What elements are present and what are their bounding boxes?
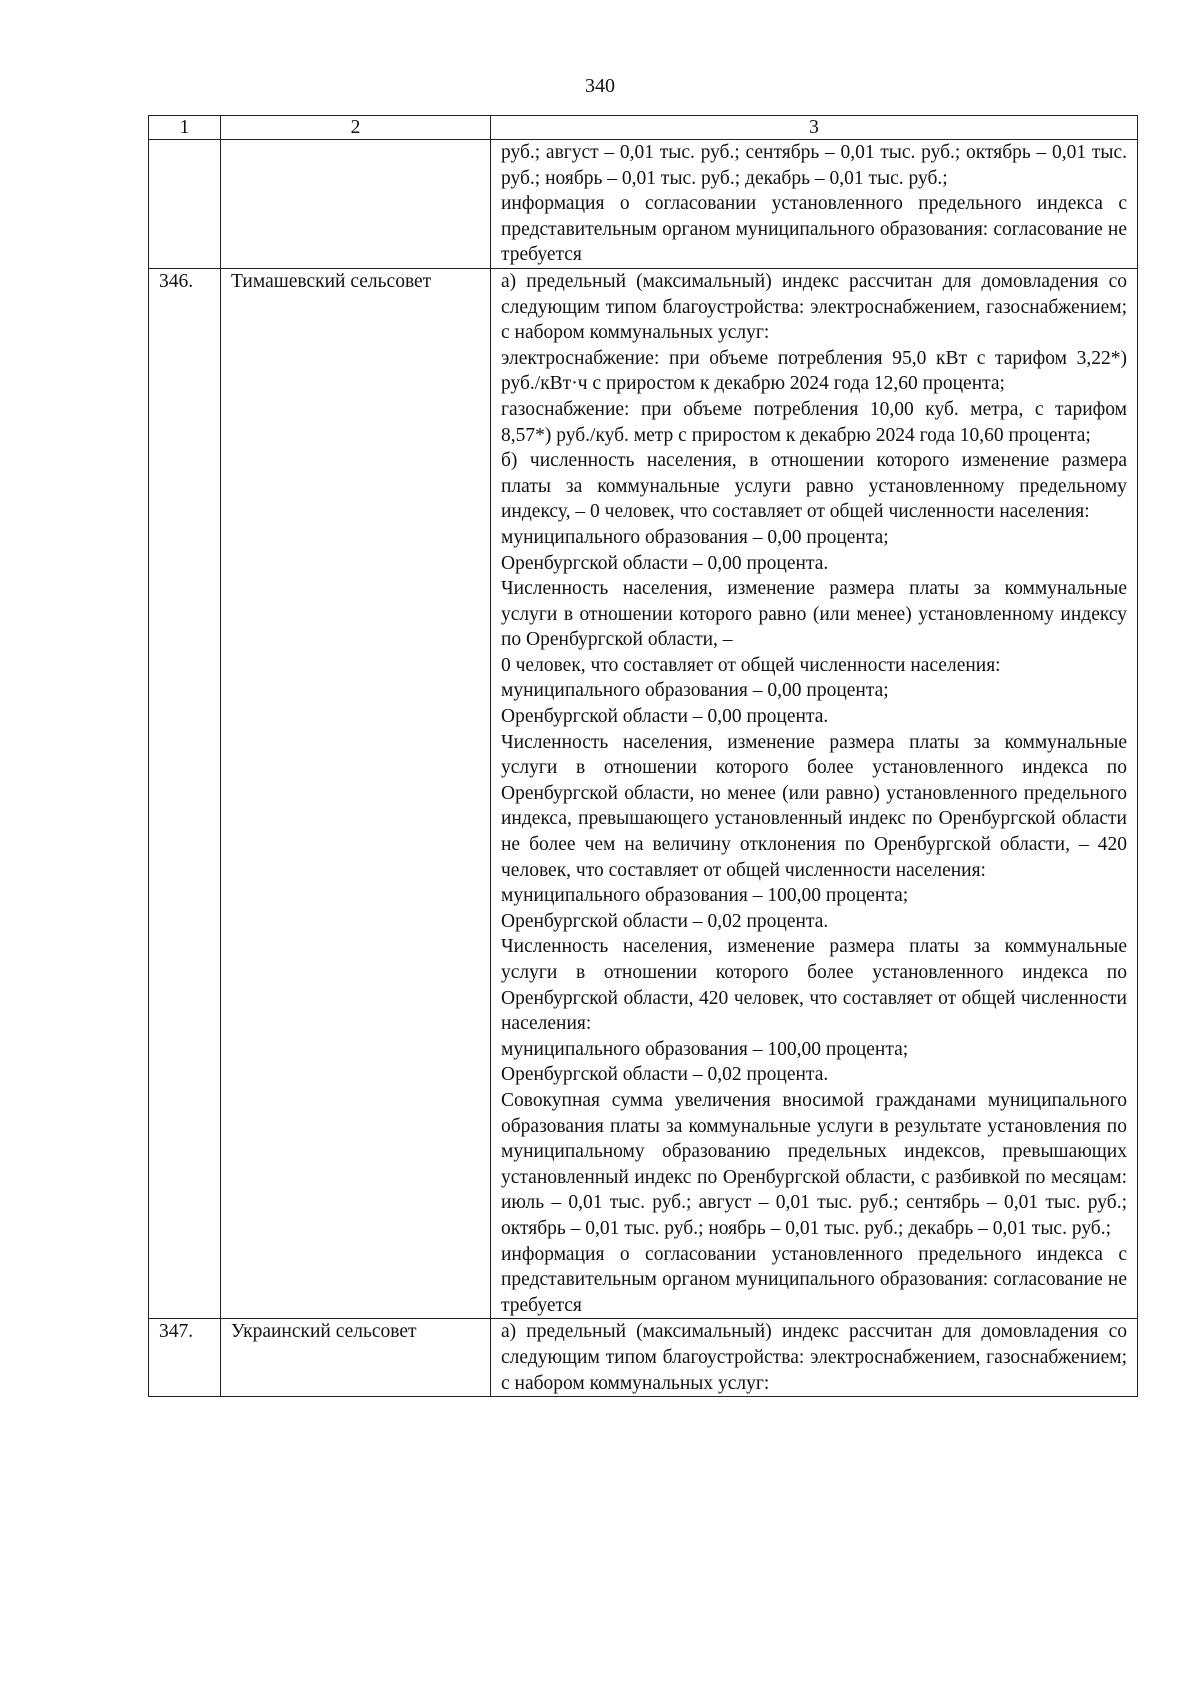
table-row: [149, 268, 1138, 1318]
description-paragraph: Численность населения, изменение размера платы за коммунальные услуги в отношении которого равно (или менее) установленному индексу по Оренбургской области, –: [501, 578, 1127, 651]
description-paragraph: руб.; август – 0,01 тыс. руб.; сентябрь – 0,01 тыс. руб.; октябрь – 0,01 тыс. руб.; ноябрь – 0,01 тыс. руб.; декабрь – 0,01 тыс. руб.;: [501, 142, 1127, 189]
row-number: 346.: [149, 268, 221, 1318]
municipality-name: Украинский сельсовет: [221, 1319, 491, 1397]
index-description: [491, 1319, 1138, 1397]
header-cell-3: 3: [491, 116, 1138, 140]
description-paragraph: Оренбургской области – 0,00 процента.: [501, 706, 829, 728]
row-number: 347.: [149, 1319, 221, 1397]
table-row: [149, 140, 1138, 269]
header-cell-1: 1: [149, 116, 221, 140]
header-cell-2: 2: [221, 116, 491, 140]
row-number: [149, 140, 221, 269]
description-paragraph: Численность населения, изменение размера платы за коммунальные услуги в отношении которого более установленного индекса по Оренбургской области, но менее (или равно) установленного предельного индекса, превышающего установленный индекс по Оренбургской области не более чем на величину отклонения по Оренбургской области, – 420 человек, что составляет от общей численности населения:: [501, 731, 1127, 881]
description-paragraph: а) предельный (максимальный) индекс рассчитан для домовладения со следующим типом благоустройства: электроснабжением, газоснабжением; с набором коммунальных услуг:: [501, 1321, 1127, 1394]
description-paragraph: а) предельный (максимальный) индекс рассчитан для домовладения со следующим типом благоустройства: электроснабжением, газоснабжением; с набором коммунальных услуг:: [501, 270, 1127, 344]
description-paragraph: Оренбургской области – 0,00 процента.: [501, 552, 829, 574]
municipality-name: Тимашевский сельсовет: [221, 268, 491, 1318]
description-paragraph: Оренбургской области – 0,02 процента.: [501, 910, 829, 932]
description-paragraph: 0 человек, что составляет от общей численности населения:: [501, 654, 1001, 676]
municipality-name: [221, 140, 491, 269]
description-paragraph: газоснабжение: при объеме потребления 10,00 куб. метра, с тарифом 8,57*) руб./куб. метр с приростом к декабрю 2024 года 10,60 процента;: [501, 398, 1127, 446]
description-paragraph: Численность населения, изменение размера платы за коммунальные услуги в отношении которого более установленного индекса по Оренбургской области, 420 человек, что составляет от общей численности населения:: [501, 936, 1127, 1035]
description-paragraph: муниципального образования – 100,00 процента;: [501, 1038, 909, 1060]
table-header-row: [149, 116, 1138, 140]
description-paragraph: муниципального образования – 100,00 процента;: [501, 885, 909, 907]
description-paragraph: муниципального образования – 0,00 процента;: [501, 526, 889, 548]
index-description: [491, 268, 1138, 1318]
description-paragraph: б) численность населения, в отношении которого изменение размера платы за коммунальные услуги равно установленному предельному индексу, – 0 человек, что составляет от общей численности населения:: [501, 450, 1127, 523]
index-description: [491, 140, 1138, 269]
table-row: [149, 1319, 1138, 1397]
description-paragraph: электроснабжение: при объеме потребления 95,0 кВт с тарифом 3,22*) руб./кВт·ч с приростом к декабрю 2024 года 12,60 процента;: [501, 347, 1127, 395]
description-paragraph: муниципального образования – 0,00 процента;: [501, 680, 889, 702]
description-paragraph: информация о согласовании установленного предельного индекса с представительным органом муниципального образования: согласование не требуется: [501, 193, 1127, 266]
description-paragraph: Совокупная сумма увеличения вносимой гражданами муниципального образования платы за коммунальные услуги в результате установления по муниципальному образованию предельных индексов, превышающих установленный индекс по Оренбургской области, с разбивкой по месяцам: июль – 0,01 тыс. руб.; август – 0,01 тыс. руб.; сентябрь – 0,01 тыс. руб.; октябрь – 0,01 тыс. руб.; ноябрь – 0,01 тыс. руб.; декабрь – 0,01 тыс. руб.;: [501, 1089, 1127, 1239]
description-paragraph: информация о согласовании установленного предельного индекса с представительным органом муниципального образования: согласование не требуется: [501, 1243, 1127, 1316]
page-number: 340: [585, 75, 615, 97]
description-paragraph: Оренбургской области – 0,02 процента.: [501, 1064, 829, 1086]
index-table: [148, 115, 1138, 1397]
